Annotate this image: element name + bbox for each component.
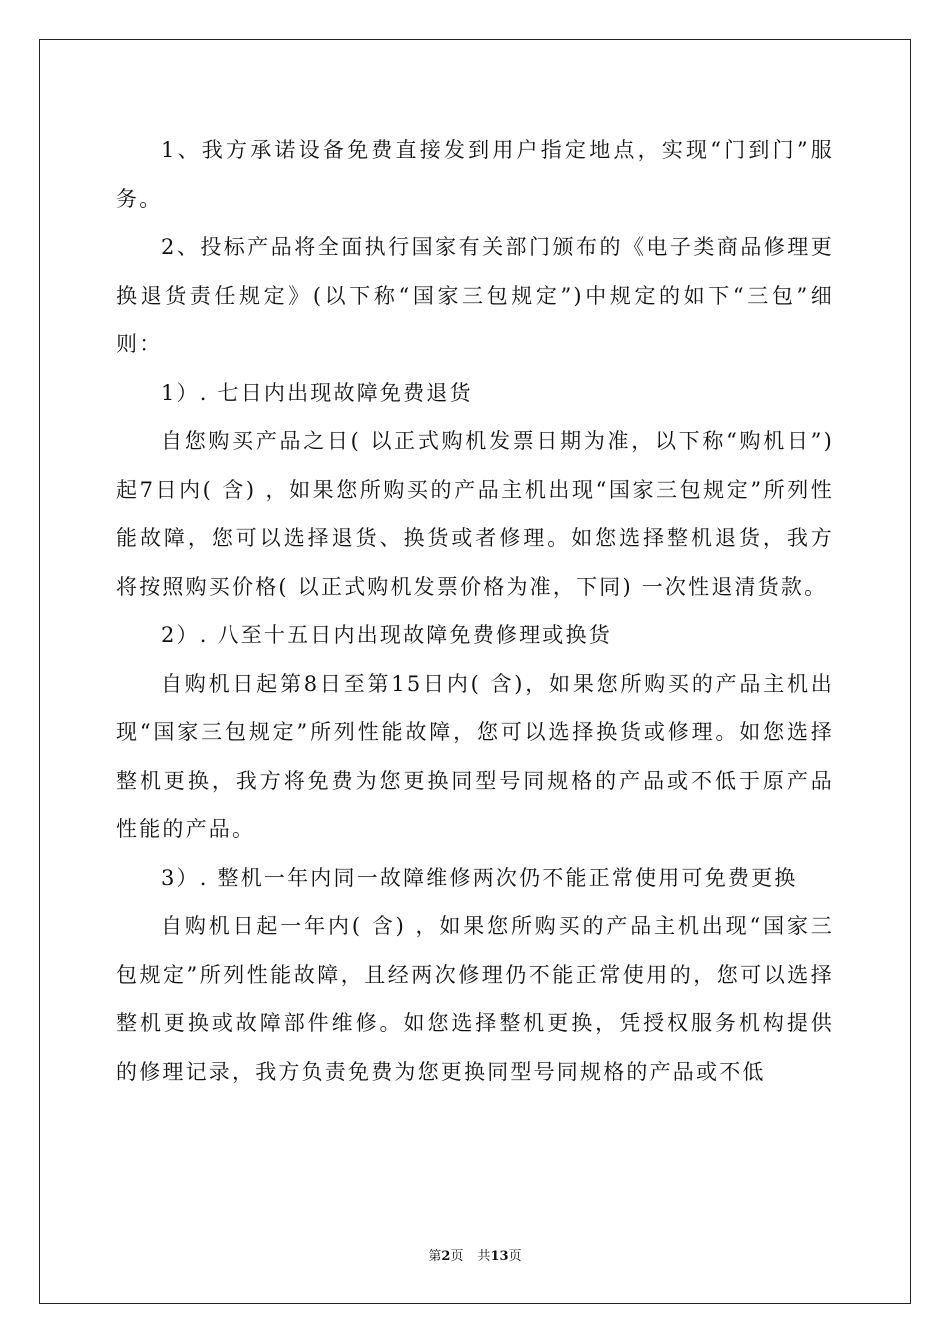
section-heading-1: 1）. 七日内出现故障免费退货 xyxy=(161,380,473,405)
footer-page-total: 13 xyxy=(490,1249,509,1264)
paragraph-3: 自您购买产品之日( 以正式购机发票日期为准，以下称“购机日”) 起7日内( 含) ，如果您所购买的产品主机出现“国家三包规定”所列性能故障，您可以选择退货、换货或者修理。如您选择整机退货，我方将按照购买价格( 以正式购机发票价格为准，下同) 一次性退清货款。 xyxy=(116,429,834,599)
document-body xyxy=(116,126,834,1096)
paragraph-5: 自购机日起一年内( 含) ，如果您所购买的产品主机出现“国家三包规定”所列性能故障，且经两次修理仍不能正常使用的，您可以选择整机更换或故障部件维修。如您选择整机更换，凭授权服务机构提供的修理记录，我方负责免费为您更换同型号同规格的产品或不低 xyxy=(116,914,834,1084)
footer-page-current: 2 xyxy=(441,1249,451,1264)
footer-total-unit: 页 xyxy=(508,1249,522,1264)
paragraph-4: 自购机日起第8日至第15日内( 含)，如果您所购买的产品主机出现“国家三包规定”所列性能故障，您可以选择换货或修理。如您选择整机更换，我方将免费为您更换同型号同规格的产品或不低于原产品性能的产品。 xyxy=(116,671,834,841)
page-footer xyxy=(0,1248,950,1266)
footer-page-unit: 页 xyxy=(450,1249,464,1264)
section-heading-3: 3）. 整机一年内同一故障维修两次仍不能正常使用可免费更换 xyxy=(161,865,798,890)
paragraph-1: 1、我方承诺设备免费直接发到用户指定地点，实现“门到门”服务。 xyxy=(116,138,834,211)
section-heading-2: 2）. 八至十五日内出现故障免费修理或换货 xyxy=(161,623,612,647)
paragraph-2: 2、投标产品将全面执行国家有关部门颁布的《电子类商品修理更换退货责任规定》(以下称“国家三包规定”)中规定的如下“三包”细则： xyxy=(116,235,834,356)
footer-page-prefix: 第 xyxy=(428,1249,442,1264)
footer-total-prefix: 共 xyxy=(477,1249,491,1264)
